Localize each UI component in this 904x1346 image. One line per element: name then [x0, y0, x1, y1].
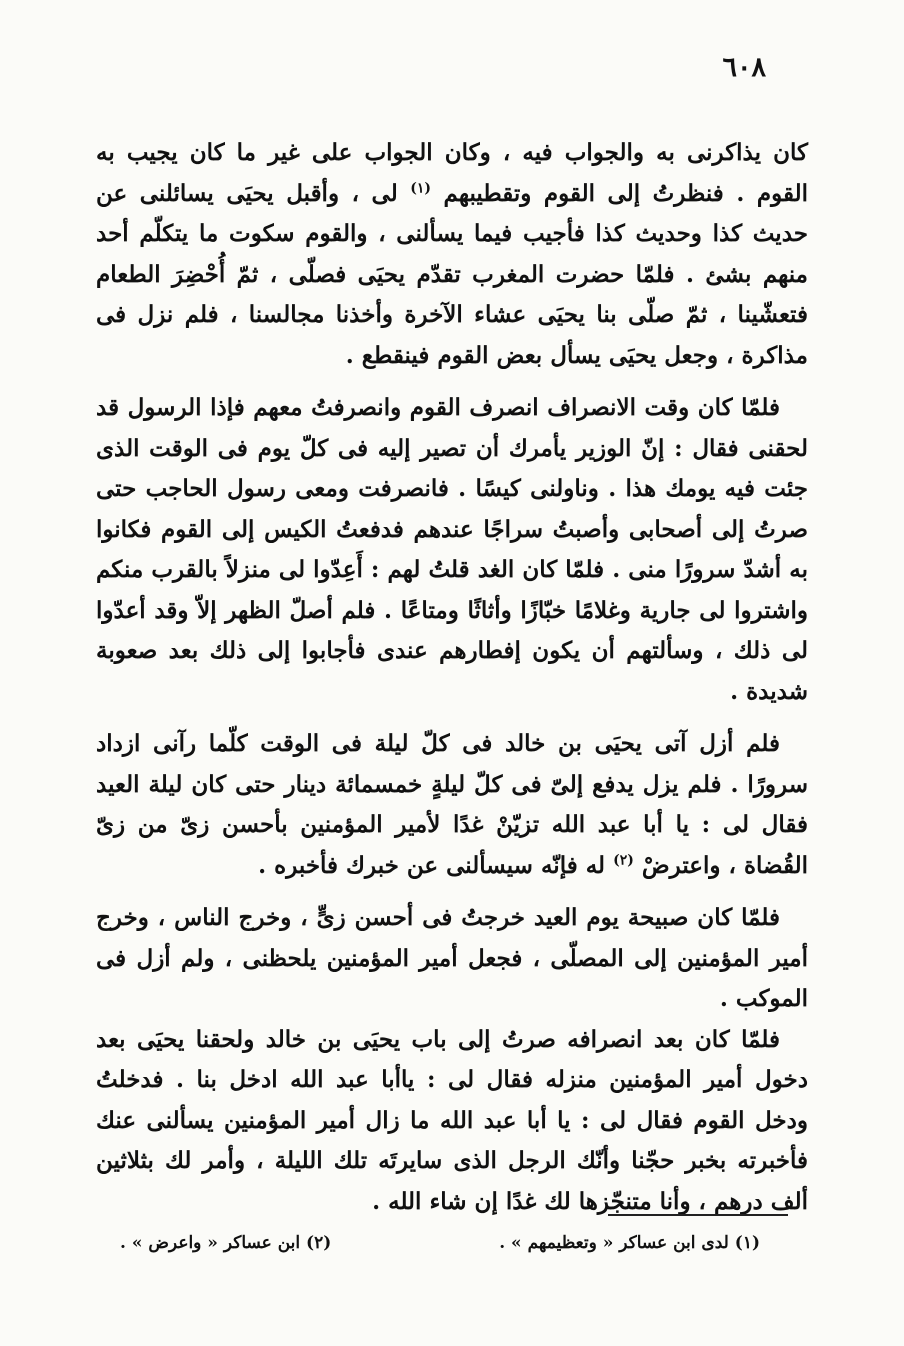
footnotes	[120, 1233, 760, 1253]
text-line: بعض القوم فينقطع .	[345, 341, 543, 369]
text-line: وغلامًا خبّازًا وأثاثًا ومتاعًا . فلم أصلّ الظهر إلاّ وقد أعدّوا لى ذلك ، وسألتهم أن	[96, 596, 808, 664]
text-line: منى . فلمّا كان الغد قلتُ لهم : أَعِدّوا لى منزلاً بالقرب منكم واشتروا لى جارية	[96, 556, 809, 624]
text-line: فقال لى : يا أبا عبد الله ما زال أمير المؤمنين يسألنى عنك فأخبرته بخبر حجّنا	[96, 1106, 809, 1174]
text-line: لحقنى فقال : إنّ الوزير يأمرك أن تصير إليه فى كلّ يوم فى الوقت الذى جئت فيه	[96, 434, 808, 502]
text-line: يومك هذا . وناولنى كيسًا . فانصرفت ومعى رسول الحاجب حتى صرتُ إلى	[96, 475, 808, 543]
text-line: يحيَى عشاء الآخرة وأخذنا مجالسنا ، فلم نزل فى مذاكرة ، وجعل يحيَى يسأل	[96, 301, 808, 369]
footnote-2: (٢) ابن عساكر « واعرض » .	[120, 1233, 332, 1253]
text-line: فلم يزل يدفع إلىّ فى كلّ ليلةٍ خمسمائة دينار حتى كان ليلة العيد فقال لى :	[96, 770, 808, 838]
text-line: يا أبا عبد الله تزيّنْ غدًا لأمير المؤمنين بأحسن زىّ من زىّ القُضاة ، واعترضْ	[96, 811, 808, 879]
paragraph	[96, 898, 808, 1020]
footnote-ref-2: (٢)	[613, 851, 634, 868]
footnote-ref-1: (١)	[410, 179, 432, 196]
footnote-divider	[608, 1214, 788, 1216]
paragraph	[96, 1020, 808, 1223]
text-line: فلم أزل آتى يحيَى بن خالد فى كلّ ليلة فى الوقت كلّما رآنى ازداد سرورًا .	[96, 730, 809, 798]
body-text	[96, 133, 808, 1222]
text-line: فلمّا كان وقت الانصراف انصرف القوم وانصرفتُ معهم فإذا الرسول قد	[96, 394, 780, 421]
text-line: وحديث كذا فأجيب فيما يسألنى ، والقوم سكوت ما يتكلّم أحد منهم بشئ .	[96, 220, 808, 288]
footnote-1: (١) لدى ابن عساكر « وتعظيمهم » .	[499, 1233, 760, 1253]
text-line: لى ، وأقبل يحيَى يسائلنى عن حديث كذا	[96, 179, 808, 247]
paragraph	[96, 133, 808, 376]
paragraph	[96, 388, 808, 712]
text-line: دخول أمير المؤمنين منزله فقال لى : ياأبا عبد الله ادخل بنا . فدخلتُ ودخل القوم	[96, 1066, 808, 1134]
text-line: فلمّا كان صبيحة يوم العيد خرجتُ فى أحسن زىٍّ ، وخرج الناس ، وخرج	[96, 904, 780, 931]
text-line: أمير المؤمنين إلى المصلّى ، فجعل أمير المؤمنين يلحظنى ، ولم أزل فى الموكب .	[96, 944, 808, 1012]
paragraph	[96, 724, 808, 886]
text-line: أصحابى وأصبتُ سراجًا عندهم فدفعتُ الكيس إلى القوم فكانوا به أشدّ سرورًا	[96, 515, 808, 583]
text-line: فلمّا حضرت المغرب تقدّم يحيَى فصلّى ، ثمّ أُحْضِرَ الطعام فتعشّينا ، ثمّ صلّى بنا	[96, 260, 808, 328]
text-line: فنظرتُ إلى القوم وتقطيبهم	[443, 179, 724, 207]
page-number: ٦٠٨	[722, 52, 766, 83]
text-line: كان يذاكرنى به والجواب فيه ، وكان الجواب على غير ما كان يجيب به القوم .	[96, 139, 808, 207]
text-line: يكون إفطارهم عندى فأجابوا إلى ذلك بعد صعوبة شديدة .	[96, 637, 808, 705]
text-line: لك غدًا إن شاء الله .	[372, 1187, 571, 1215]
text-line: وأنّك الرجل الذى سايرتَه تلك الليلة ، وأمر لك بثلاثين ألف درهم ، وأنا متنجّزها	[96, 1147, 808, 1215]
text-line: فلمّا كان بعد انصرافه صرتُ إلى باب يحيَى بن خالد ولحقنا يحيَى بعد	[96, 1025, 780, 1053]
text-line: له فإنّه سيسألنى عن خبرك فأخبره .	[258, 851, 606, 879]
